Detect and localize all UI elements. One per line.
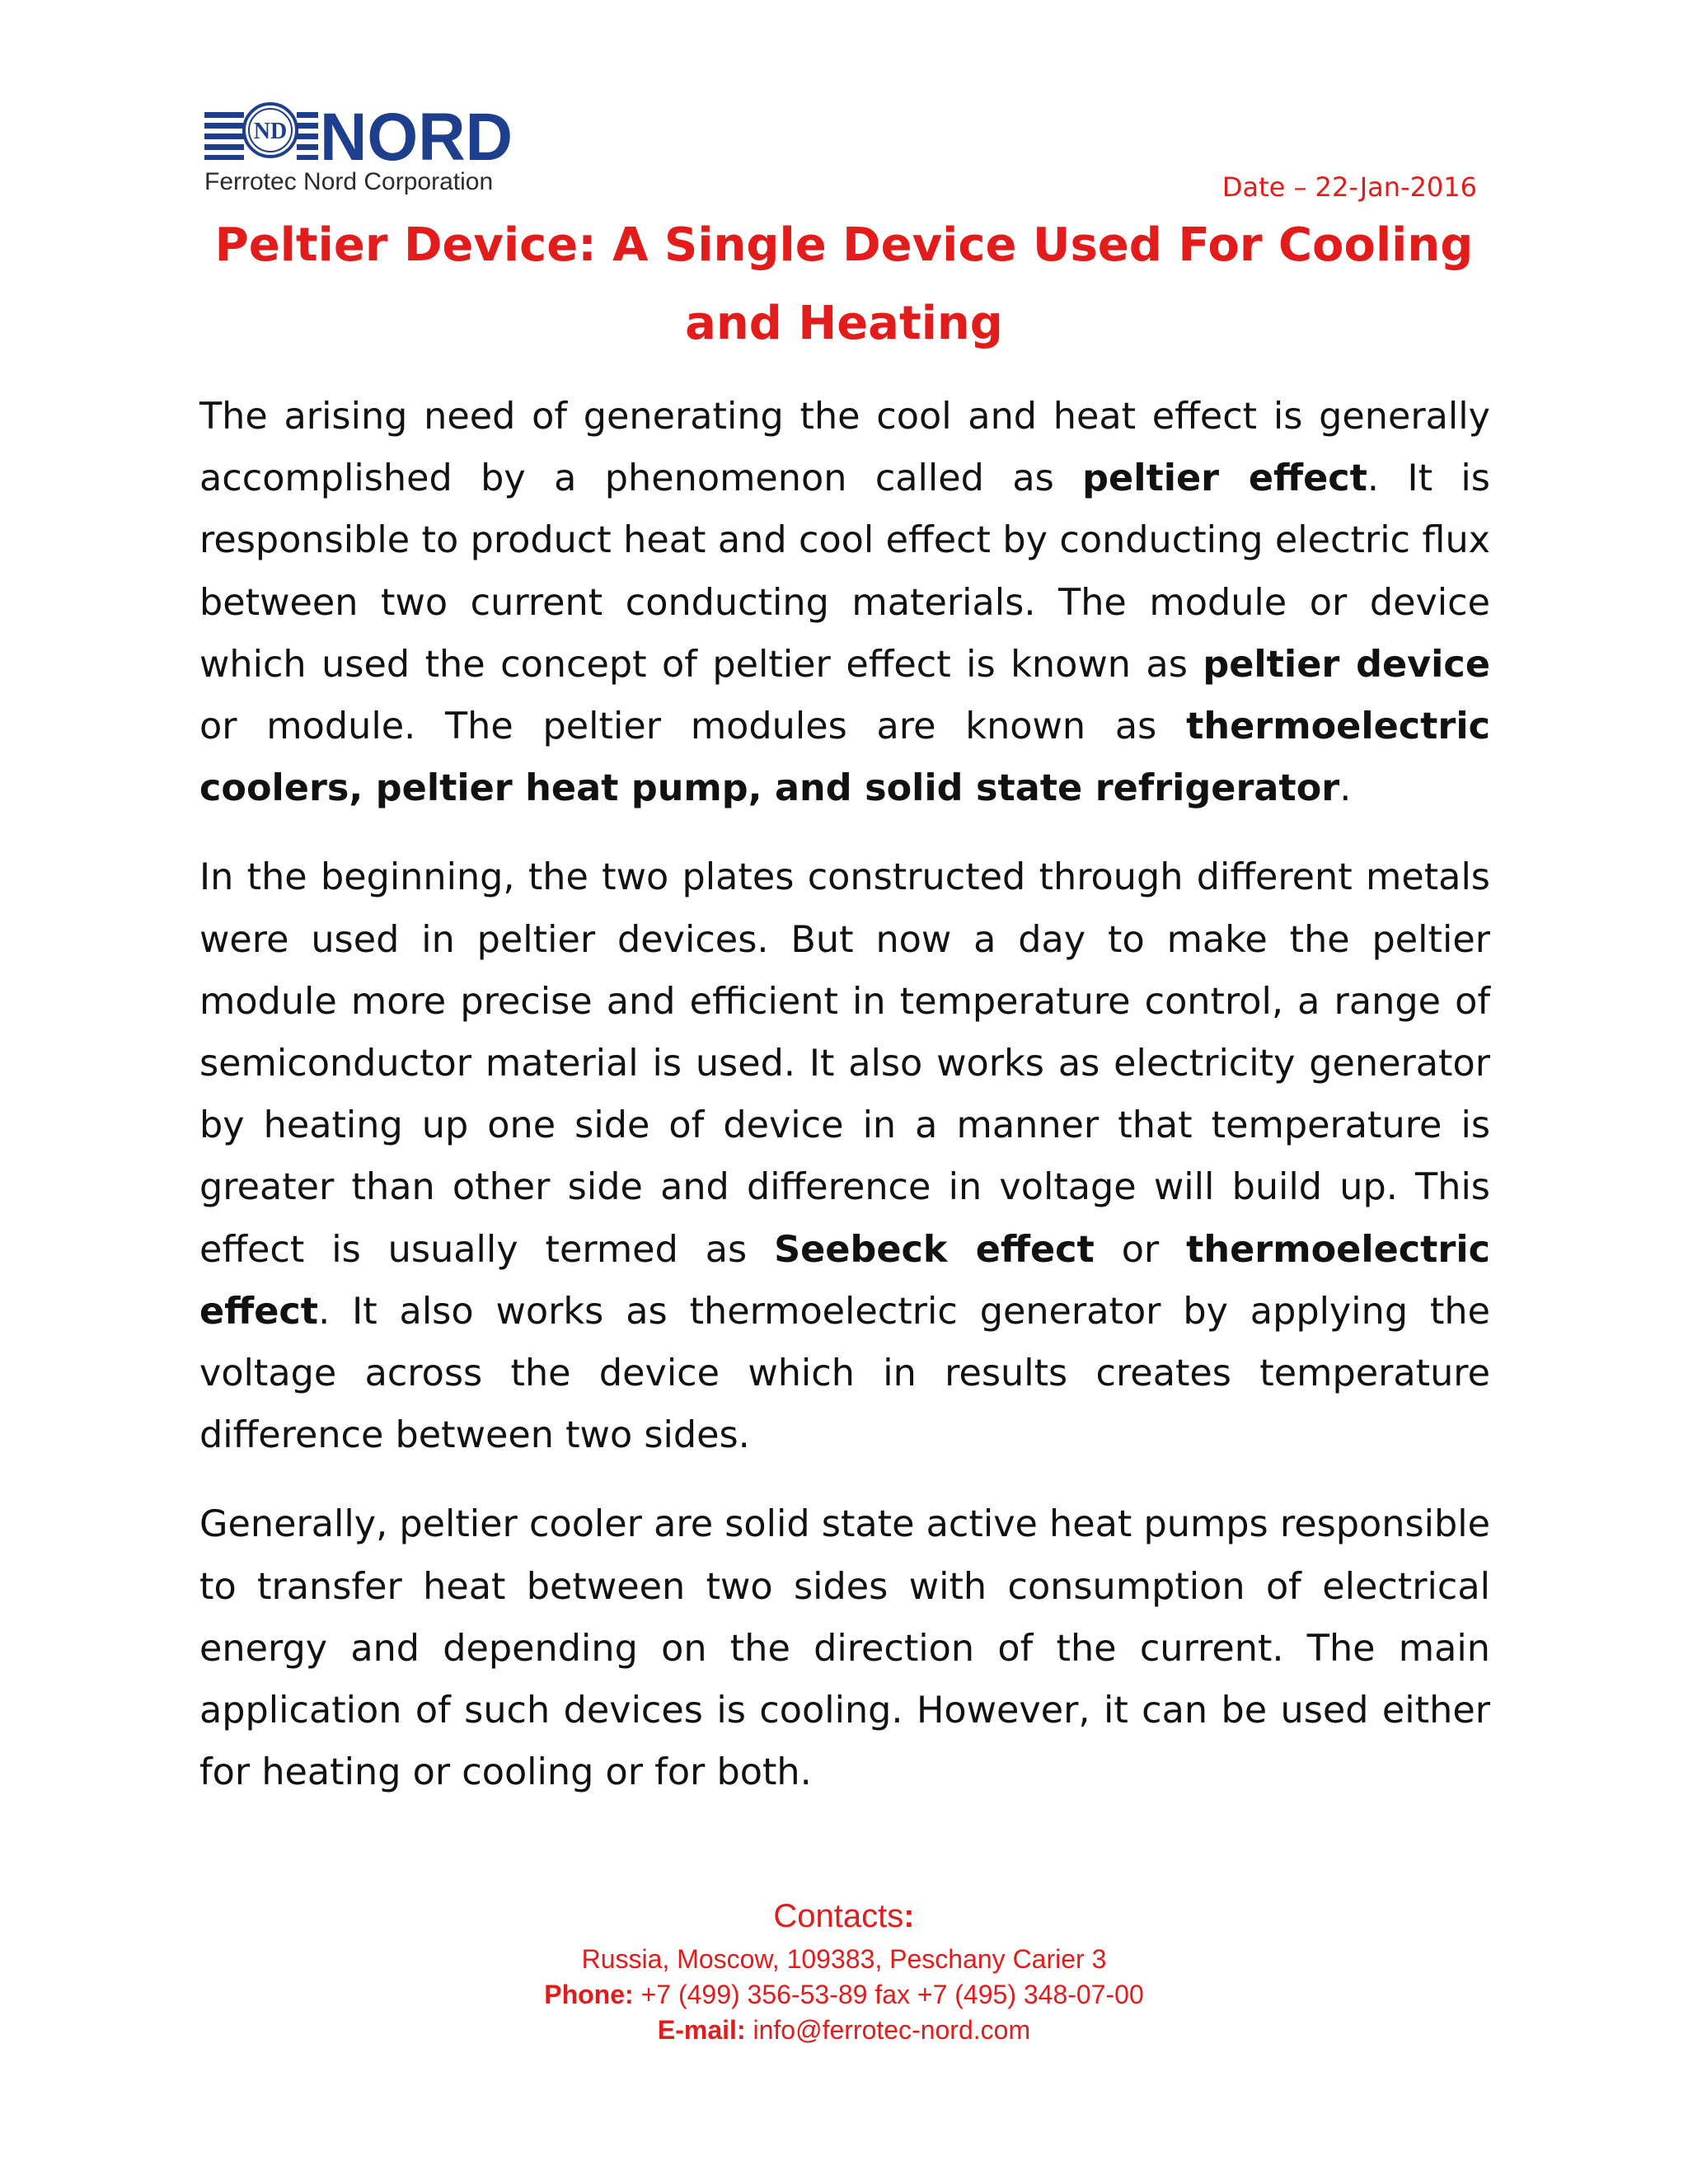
- paragraph: [199, 846, 1490, 1466]
- text-segment: .: [1339, 767, 1352, 810]
- nord-logo-icon: [203, 97, 516, 163]
- contacts-heading-text: Contacts: [773, 1898, 904, 1934]
- article-body: [199, 386, 1490, 1830]
- contact-address: Russia, Moscow, 109383, Peschany Carier 3: [581, 1944, 1107, 1974]
- logo-wordmark: NORD: [320, 100, 513, 163]
- text-segment: . It is responsible to product heat and cool effect by conducting electric flux between two current conducting materials. The module or device which used the concept of peltier effect is known as: [199, 457, 1490, 686]
- logo-tagline: Ferrotec Nord Corporation: [204, 168, 494, 195]
- contacts-heading-colon: :: [903, 1898, 915, 1934]
- bold-term: peltier effect: [1082, 457, 1367, 500]
- paragraph: [199, 386, 1490, 819]
- text-segment: Generally, peltier cooler are solid state active heat pumps responsible to transfer heat between two sides with consumption of electrical energy and depending on the direction of the current. The main application of such devices is cooling. However, it can be used either for heating or cooling or for both.: [199, 1503, 1490, 1794]
- bold-term: Seebeck effect: [774, 1228, 1095, 1271]
- document-date: Date – 22-Jan-2016: [1221, 171, 1477, 203]
- text-segment: or: [1094, 1228, 1187, 1271]
- contacts-footer: [0, 1896, 1688, 2048]
- contact-email: [0, 2013, 1688, 2048]
- page-title: Peltier Device: A Single Device Used For Cooling and Heating: [214, 218, 1474, 350]
- bold-term: thermoelectric coolers, peltier heat pump, and solid state refrigerator: [199, 705, 1490, 810]
- text-segment: or module. The peltier modules are known as: [199, 705, 1187, 748]
- phone-value: +7 (499) 356-53-89 fax +7 (495) 348-07-00: [633, 1980, 1144, 2009]
- company-logo: [203, 97, 516, 204]
- text-segment: In the beginning, the two plates constructed through different metals were used in peltier devices. But now a day to make the peltier module more precise and efficient in temperature control, a range of semiconductor material is used. It also works as electricity generator by heating up one side of device in a manner that temperature is greater than other side and difference in voltage will build up. This effect is usually termed as: [199, 856, 1490, 1271]
- logo-mark-text: ND: [253, 119, 288, 144]
- phone-label: Phone:: [544, 1980, 634, 2009]
- bold-term: peltier device: [1203, 643, 1490, 686]
- paragraph: [199, 1493, 1490, 1803]
- text-segment: . It also works as thermoelectric generator by applying the voltage across the device which in results creates temperature difference between two sides.: [199, 1290, 1490, 1457]
- email-value[interactable]: info@ferrotec-nord.com: [745, 2015, 1031, 2045]
- email-label: E-mail:: [657, 2015, 746, 2045]
- text-segment: The arising need of generating the cool and heat effect is generally accomplished by a phenomenon called as: [199, 396, 1490, 500]
- bold-term: thermoelectric effect: [199, 1228, 1490, 1333]
- contacts-heading: [0, 1896, 1688, 1937]
- contact-phone: [0, 1977, 1688, 2013]
